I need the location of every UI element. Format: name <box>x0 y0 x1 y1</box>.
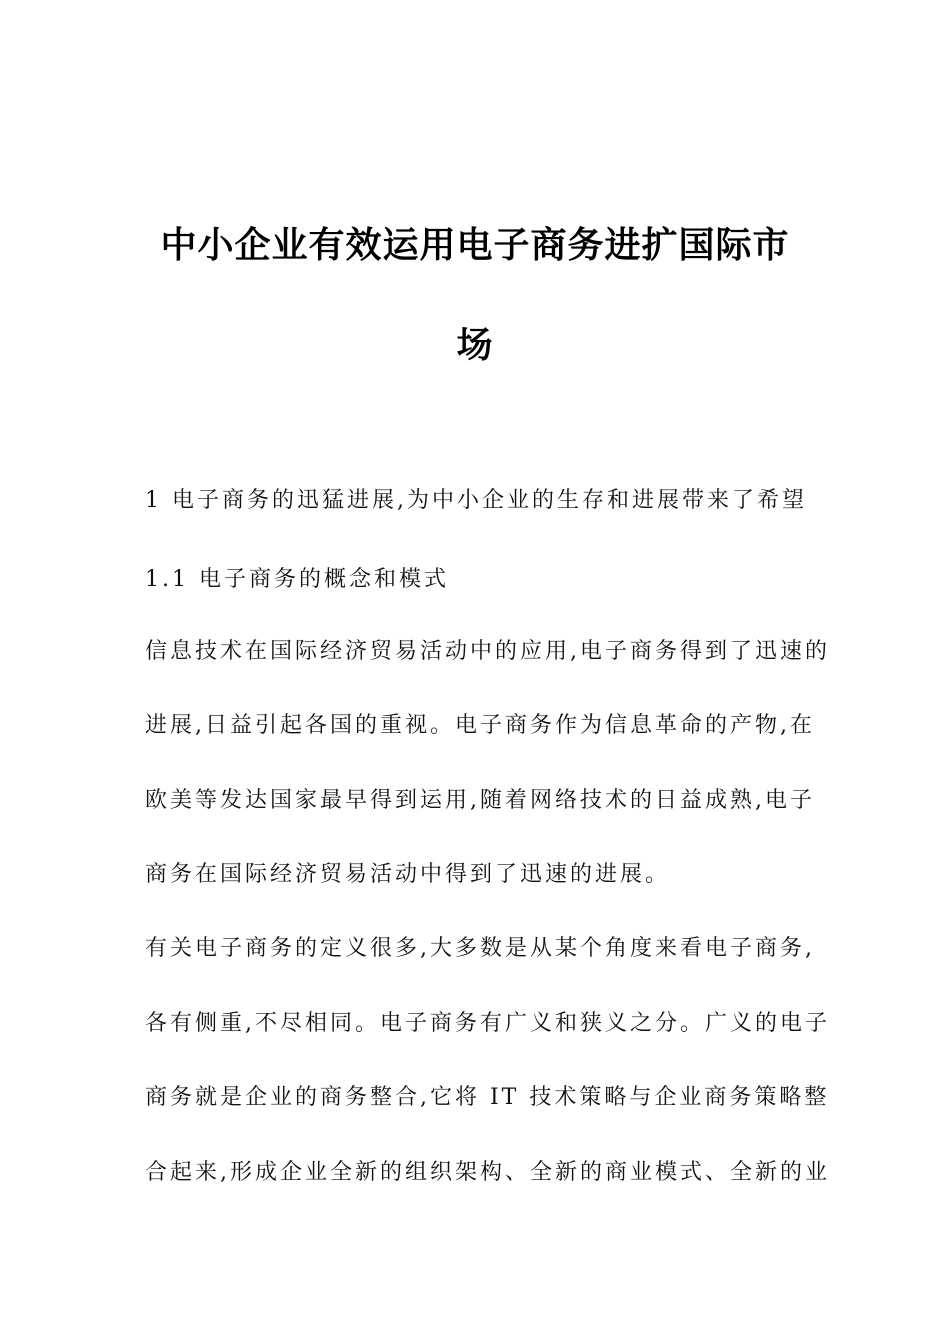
paragraph-2-line-3: 商务就是企业的商务整合,它将 IT 技术策略与企业商务策略整 <box>145 1085 830 1110</box>
paragraph-2-line-4: 合起来,形成企业全新的组织架构、全新的商业模式、全新的业 <box>145 1160 830 1185</box>
paragraph-2-line-1: 有关电子商务的定义很多,大多数是从某个角度来看电子商务, <box>145 936 815 961</box>
paragraph-2-line-2: 各有侧重,不尽相同。电子商务有广义和狭义之分。广义的电子 <box>145 1011 830 1036</box>
paragraph-1-line-3: 欧美等发达国家最早得到运用,随着网络技术的日益成熟,电子 <box>145 788 815 813</box>
paragraph-1-line-4: 商务在国际经济贸易活动中得到了迅速的进展。 <box>145 862 671 887</box>
document-title-line-2: 场 <box>456 325 494 366</box>
paragraph-1-line-2: 进展,日益引起各国的重视。电子商务作为信息革命的产物,在 <box>145 713 815 738</box>
section-heading-1: 1 电子商务的迅猛进展,为中小企业的生存和进展带来了希望 <box>145 488 807 513</box>
document-title-line-1: 中小企业有效运用电子商务进扩国际市 <box>160 225 790 266</box>
paragraph-1-line-1: 信息技术在国际经济贸易活动中的应用,电子商务得到了迅速的 <box>145 639 830 664</box>
section-heading-1-1: 1.1 电子商务的概念和模式 <box>145 567 449 592</box>
